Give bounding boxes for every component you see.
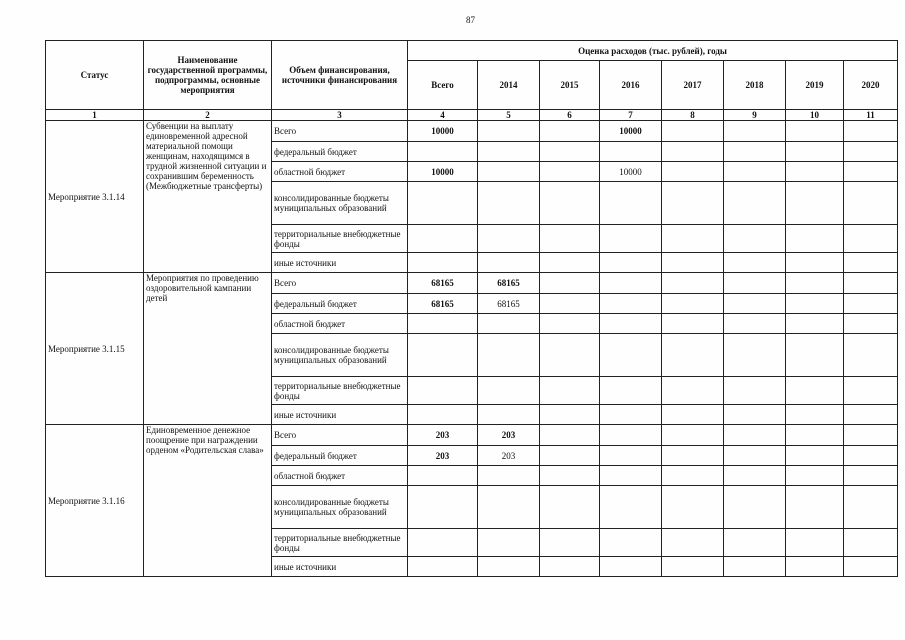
value-cell bbox=[844, 334, 898, 377]
table-row bbox=[46, 121, 898, 142]
value-cell bbox=[408, 182, 478, 225]
value-cell bbox=[786, 294, 844, 314]
value-cell bbox=[844, 162, 898, 182]
value-cell bbox=[662, 446, 724, 466]
value-cell bbox=[408, 529, 478, 557]
header-year: 2018 bbox=[724, 61, 786, 110]
value-cell bbox=[540, 486, 600, 529]
header-year: 2016 bbox=[600, 61, 662, 110]
value-cell bbox=[724, 225, 786, 253]
value-cell bbox=[408, 377, 478, 405]
value-cell bbox=[662, 334, 724, 377]
value-cell bbox=[786, 121, 844, 142]
value-cell bbox=[844, 253, 898, 273]
funding-source: федеральный бюджет bbox=[272, 142, 408, 162]
value-cell bbox=[540, 405, 600, 425]
value-cell: 203 bbox=[478, 446, 540, 466]
value-cell bbox=[478, 529, 540, 557]
value-cell bbox=[786, 314, 844, 334]
value-cell bbox=[600, 446, 662, 466]
value-cell bbox=[662, 486, 724, 529]
header-year: 2017 bbox=[662, 61, 724, 110]
value-cell bbox=[478, 334, 540, 377]
value-cell bbox=[844, 121, 898, 142]
column-number: 1 bbox=[46, 110, 144, 121]
value-cell bbox=[540, 314, 600, 334]
funding-source: территориальные внебюджетные фонды bbox=[272, 529, 408, 557]
value-cell bbox=[540, 294, 600, 314]
column-number: 2 bbox=[144, 110, 272, 121]
value-cell bbox=[662, 405, 724, 425]
value-cell bbox=[600, 225, 662, 253]
value-cell bbox=[600, 273, 662, 294]
header-year: 2014 bbox=[478, 61, 540, 110]
value-cell bbox=[786, 425, 844, 446]
header-volume: Объем финансирования, источники финансирования bbox=[272, 41, 408, 110]
funding-source: федеральный бюджет bbox=[272, 446, 408, 466]
status-cell: Мероприятие 3.1.14 bbox=[46, 121, 144, 273]
value-cell bbox=[662, 225, 724, 253]
value-cell bbox=[478, 557, 540, 577]
value-cell bbox=[724, 446, 786, 466]
column-number: 7 bbox=[600, 110, 662, 121]
value-cell bbox=[540, 273, 600, 294]
value-cell bbox=[786, 377, 844, 405]
value-cell bbox=[540, 529, 600, 557]
header-year: 2019 bbox=[786, 61, 844, 110]
activity-name: Единовременное денежное поощрение при награждении орденом «Родительская слава» bbox=[144, 425, 272, 577]
value-cell bbox=[408, 253, 478, 273]
funding-source: иные источники bbox=[272, 253, 408, 273]
value-cell bbox=[786, 446, 844, 466]
value-cell: 203 bbox=[408, 425, 478, 446]
value-cell bbox=[600, 314, 662, 334]
value-cell bbox=[478, 182, 540, 225]
funding-source: Всего bbox=[272, 273, 408, 294]
value-cell bbox=[600, 486, 662, 529]
value-cell bbox=[786, 334, 844, 377]
value-cell bbox=[724, 121, 786, 142]
value-cell bbox=[844, 142, 898, 162]
value-cell bbox=[724, 486, 786, 529]
value-cell bbox=[600, 142, 662, 162]
value-cell bbox=[724, 142, 786, 162]
activity-name: Субвенции на выплату единовременной адресной материальной помощи женщинам, находящимся в трудной жизненной ситуации и сохранившим беременность (Межбюджетные трансферты) bbox=[144, 121, 272, 273]
value-cell bbox=[478, 162, 540, 182]
value-cell bbox=[540, 182, 600, 225]
header-estimate: Оценка расходов (тыс. рублей), годы bbox=[408, 41, 898, 61]
value-cell bbox=[724, 253, 786, 273]
value-cell bbox=[662, 557, 724, 577]
value-cell bbox=[844, 273, 898, 294]
value-cell bbox=[844, 182, 898, 225]
value-cell bbox=[724, 377, 786, 405]
funding-source: консолидированные бюджеты муниципальных образований bbox=[272, 334, 408, 377]
value-cell bbox=[600, 557, 662, 577]
column-number: 10 bbox=[786, 110, 844, 121]
value-cell: 10000 bbox=[408, 121, 478, 142]
value-cell bbox=[662, 466, 724, 486]
funding-source: областной бюджет bbox=[272, 162, 408, 182]
value-cell bbox=[724, 466, 786, 486]
value-cell bbox=[786, 162, 844, 182]
funding-source: консолидированные бюджеты муниципальных образований bbox=[272, 182, 408, 225]
value-cell bbox=[408, 334, 478, 377]
value-cell bbox=[540, 446, 600, 466]
value-cell: 10000 bbox=[600, 121, 662, 142]
value-cell bbox=[724, 294, 786, 314]
value-cell bbox=[662, 182, 724, 225]
value-cell bbox=[540, 425, 600, 446]
value-cell bbox=[540, 377, 600, 405]
value-cell: 203 bbox=[408, 446, 478, 466]
value-cell bbox=[478, 314, 540, 334]
value-cell bbox=[600, 182, 662, 225]
value-cell bbox=[724, 162, 786, 182]
value-cell bbox=[540, 162, 600, 182]
value-cell bbox=[662, 529, 724, 557]
value-cell bbox=[844, 529, 898, 557]
value-cell bbox=[540, 557, 600, 577]
funding-source: областной бюджет bbox=[272, 314, 408, 334]
header-year: 2015 bbox=[540, 61, 600, 110]
value-cell bbox=[844, 294, 898, 314]
value-cell bbox=[844, 466, 898, 486]
value-cell: 10000 bbox=[600, 162, 662, 182]
header-status: Статус bbox=[46, 41, 144, 110]
column-number: 3 bbox=[272, 110, 408, 121]
value-cell bbox=[786, 225, 844, 253]
value-cell bbox=[600, 529, 662, 557]
value-cell bbox=[844, 425, 898, 446]
value-cell bbox=[600, 334, 662, 377]
value-cell bbox=[662, 314, 724, 334]
table-row bbox=[46, 273, 898, 294]
value-cell bbox=[478, 405, 540, 425]
value-cell bbox=[724, 425, 786, 446]
column-number: 9 bbox=[724, 110, 786, 121]
value-cell bbox=[478, 466, 540, 486]
column-number: 6 bbox=[540, 110, 600, 121]
value-cell bbox=[662, 273, 724, 294]
value-cell bbox=[540, 253, 600, 273]
value-cell: 203 bbox=[478, 425, 540, 446]
value-cell bbox=[844, 225, 898, 253]
value-cell bbox=[408, 486, 478, 529]
funding-source: Всего bbox=[272, 425, 408, 446]
value-cell bbox=[600, 377, 662, 405]
funding-source: иные источники bbox=[272, 405, 408, 425]
value-cell bbox=[786, 182, 844, 225]
value-cell bbox=[724, 405, 786, 425]
funding-source: областной бюджет bbox=[272, 466, 408, 486]
value-cell bbox=[408, 466, 478, 486]
value-cell bbox=[478, 253, 540, 273]
value-cell: 68165 bbox=[408, 273, 478, 294]
value-cell bbox=[724, 529, 786, 557]
value-cell: 68165 bbox=[478, 294, 540, 314]
value-cell bbox=[786, 273, 844, 294]
value-cell bbox=[600, 466, 662, 486]
value-cell bbox=[600, 253, 662, 273]
value-cell bbox=[540, 225, 600, 253]
value-cell bbox=[478, 121, 540, 142]
value-cell bbox=[478, 225, 540, 253]
value-cell bbox=[724, 314, 786, 334]
page-number: 87 bbox=[466, 15, 475, 25]
activity-name: Мероприятия по проведению оздоровительной кампании детей bbox=[144, 273, 272, 425]
value-cell bbox=[724, 557, 786, 577]
value-cell: 68165 bbox=[408, 294, 478, 314]
value-cell bbox=[662, 425, 724, 446]
value-cell bbox=[662, 377, 724, 405]
value-cell bbox=[786, 142, 844, 162]
value-cell bbox=[844, 446, 898, 466]
funding-source: Всего bbox=[272, 121, 408, 142]
value-cell bbox=[662, 162, 724, 182]
value-cell bbox=[408, 142, 478, 162]
value-cell bbox=[540, 466, 600, 486]
value-cell bbox=[408, 314, 478, 334]
value-cell bbox=[540, 334, 600, 377]
value-cell bbox=[844, 486, 898, 529]
table-row bbox=[46, 425, 898, 446]
value-cell bbox=[844, 557, 898, 577]
value-cell bbox=[662, 253, 724, 273]
value-cell bbox=[408, 557, 478, 577]
column-number: 4 bbox=[408, 110, 478, 121]
value-cell bbox=[786, 253, 844, 273]
value-cell: 10000 bbox=[408, 162, 478, 182]
value-cell bbox=[724, 182, 786, 225]
value-cell bbox=[478, 142, 540, 162]
value-cell bbox=[600, 294, 662, 314]
value-cell bbox=[786, 466, 844, 486]
budget-table bbox=[45, 40, 898, 577]
column-number: 11 bbox=[844, 110, 898, 121]
value-cell bbox=[662, 142, 724, 162]
column-number: 8 bbox=[662, 110, 724, 121]
value-cell bbox=[662, 121, 724, 142]
column-number: 5 bbox=[478, 110, 540, 121]
status-cell: Мероприятие 3.1.16 bbox=[46, 425, 144, 577]
value-cell bbox=[408, 225, 478, 253]
value-cell bbox=[786, 405, 844, 425]
value-cell bbox=[844, 405, 898, 425]
value-cell bbox=[540, 142, 600, 162]
header-name: Наименование государственной программы, подпрограммы, основные мероприятия bbox=[144, 41, 272, 110]
value-cell bbox=[478, 377, 540, 405]
value-cell bbox=[724, 334, 786, 377]
value-cell bbox=[786, 557, 844, 577]
value-cell bbox=[786, 529, 844, 557]
header-year: Всего bbox=[408, 61, 478, 110]
header-year: 2020 bbox=[844, 61, 898, 110]
value-cell bbox=[662, 294, 724, 314]
value-cell bbox=[478, 486, 540, 529]
value-cell bbox=[540, 121, 600, 142]
value-cell bbox=[844, 377, 898, 405]
value-cell bbox=[408, 405, 478, 425]
value-cell bbox=[724, 273, 786, 294]
funding-source: консолидированные бюджеты муниципальных образований bbox=[272, 486, 408, 529]
value-cell bbox=[600, 425, 662, 446]
value-cell bbox=[786, 486, 844, 529]
funding-source: федеральный бюджет bbox=[272, 294, 408, 314]
value-cell bbox=[600, 405, 662, 425]
value-cell: 68165 bbox=[478, 273, 540, 294]
funding-source: территориальные внебюджетные фонды bbox=[272, 225, 408, 253]
funding-source: иные источники bbox=[272, 557, 408, 577]
status-cell: Мероприятие 3.1.15 bbox=[46, 273, 144, 425]
value-cell bbox=[844, 314, 898, 334]
funding-source: территориальные внебюджетные фонды bbox=[272, 377, 408, 405]
